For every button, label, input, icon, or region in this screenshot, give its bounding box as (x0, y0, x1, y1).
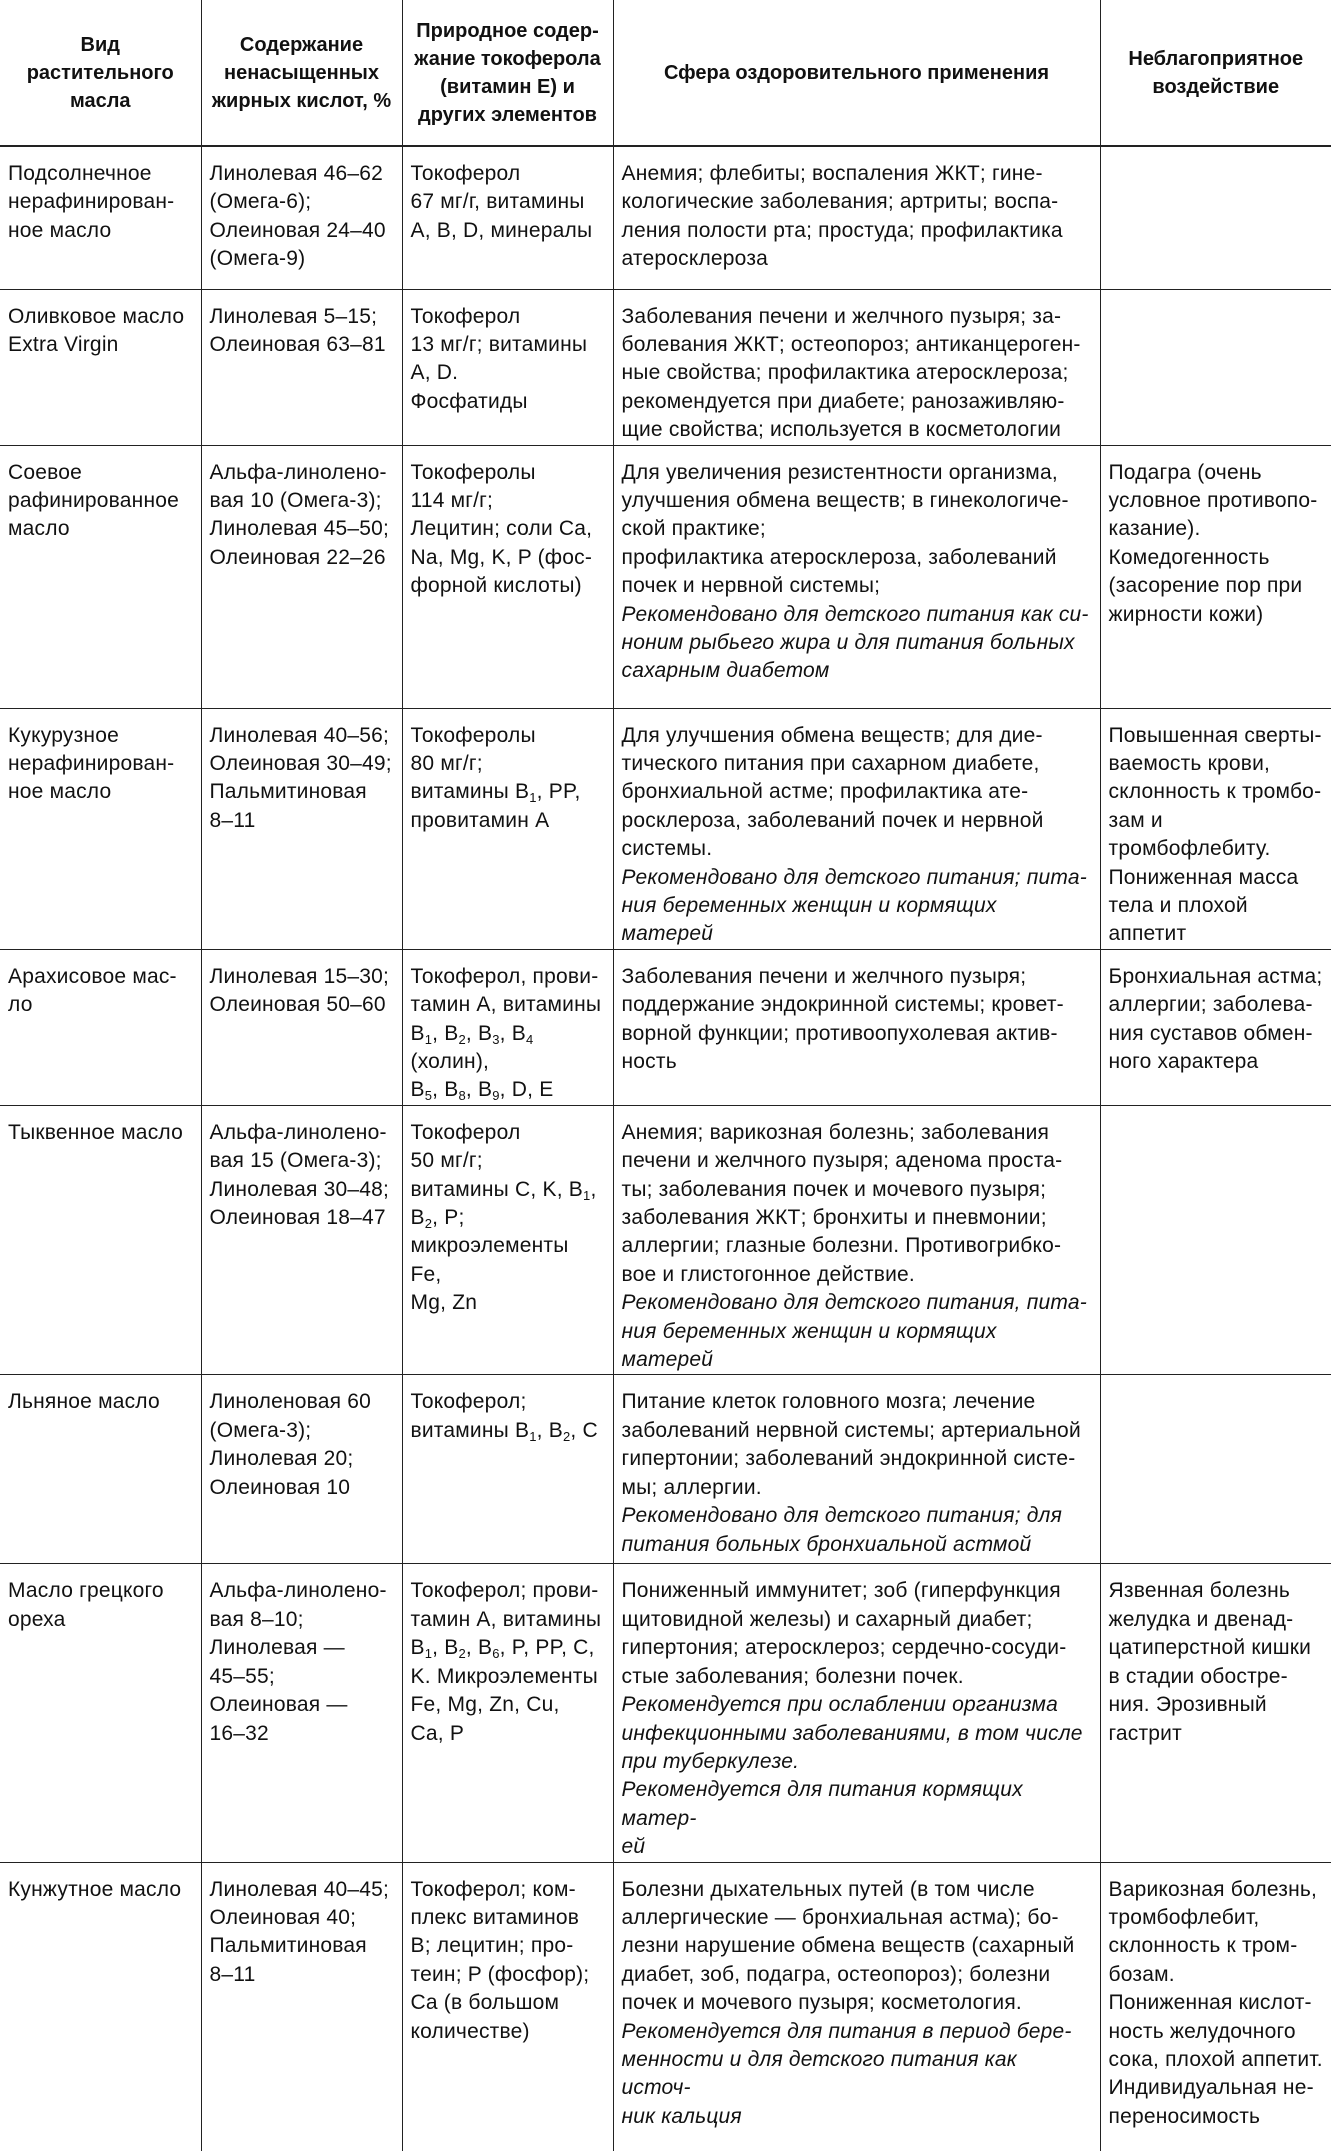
cell-oil-name (0, 708, 201, 949)
table-row (0, 1564, 1331, 1862)
cell-unsaturated-acids (201, 289, 402, 445)
adverse-effects-text: Повышенная сверты- ваемость крови, склонность к тромбо- зам и тромбофлебиту. Пониженная масса тела и плохой аппетит (1108, 723, 1322, 946)
oil-name-text: Оливковое масло Extra Virgin (8, 304, 185, 356)
header-application: Сфера оздоровительного применения (613, 0, 1100, 146)
recommendation-note: Рекомендовано для детского питания, пита- ния беременных женщин и кормящих матерей (621, 1291, 1087, 1372)
application-text: Анемия; флебиты; воспаления ЖКТ; гине- кологические заболевания; артриты; воспа- ления полости рта; простуда; профилактика атеросклероза (621, 162, 1063, 271)
tocopherol-content-text: Токоферол; прови- тамин А, витамины $B_1$, $B_2$, $B_6$, P, PP, C, K. Микроэлементы Fe, Mg, Zn, Cu, Ca, P (410, 1579, 602, 1745)
cell-oil-name (0, 1862, 201, 2151)
cell-adverse-effects (1100, 1564, 1331, 1862)
recommendation-note: Рекомендуется для питания в период бере- менности и для детского питания как источ- ник кальция (621, 2019, 1072, 2128)
cell-application (613, 1375, 1100, 1564)
cell-oil-name (0, 1375, 201, 1564)
adverse-effects-text: Язвенная болезнь желудка и двенад- цатиперстной кишки в стадии обостре- ния. Эрозивный гастрит (1108, 1579, 1312, 1745)
cell-application (613, 708, 1100, 949)
tocopherol-content-text: Токоферол 50 мг/г; витамины С, K, $B_1$, $B_2$, P; микроэлементы Fe, Mg, Zn (410, 1120, 597, 1315)
header-tocopherol: Природное содер- жание токоферола (витамин Е) и других элементов (402, 0, 613, 146)
application-text: Болезни дыхательных путей (в том числе аллергические — бронхиальная астма); бо- лезни нарушение обмена веществ (сахарный диабет, зоб, подагра, остеопороз); болезни почек и мочевого пузыря; косметология. (621, 1877, 1075, 2015)
cell-application (613, 146, 1100, 289)
cell-tocopherol-content (402, 1375, 613, 1564)
cell-adverse-effects (1100, 445, 1331, 708)
tocopherol-content-text: Токоферол; витамины $B_1$, $B_2$, C (410, 1390, 598, 1444)
oil-name-text: Арахисовое мас- ло (8, 964, 177, 1017)
oil-name-text: Льняное масло (8, 1390, 160, 1414)
cell-unsaturated-acids (201, 1105, 402, 1375)
tocopherol-content-text: Токоферолы 114 мг/г; Лецитин; соли Ca, Na, Mg, K, P (фос- форной кислоты) (410, 460, 593, 598)
table-row (0, 445, 1331, 708)
tocopherol-content-text: Токоферол 13 мг/г; витамины A, D. Фосфатиды (410, 304, 588, 413)
unsaturated-acids-text: Линолевая 15–30; Олеиновая 50–60 (209, 964, 389, 1017)
unsaturated-acids-text: Линолевая 40–45; Олеиновая 40; Пальмитиновая 8–11 (209, 1877, 389, 1986)
cell-tocopherol-content (402, 708, 613, 949)
cell-unsaturated-acids (201, 1564, 402, 1862)
application-text: Заболевания печени и желчного пузыря; за- болевания ЖКТ; остеопороз; антиканцероген- ные свойства; профилактика атеросклероза; рекомендуется при диабете; ранозаживляю- щие свойства; используется в косметологии (621, 304, 1081, 442)
table-row (0, 949, 1331, 1105)
tocopherol-content-text: Токоферол, прови- тамин А, витамины $B_1$, $B_2$, $B_3$, $B_4$ (холин), $B_5$, $B_8$, $B_9$, D, E (410, 964, 602, 1104)
adverse-effects-text: Бронхиальная астма; аллергии; заболева- ния суставов обмен- ного характера (1108, 964, 1323, 1073)
recommendation-note: Рекомендуется при ослаблении организма инфекционными заболеваниями, в том числе при туберкулезе. Рекомендуется для питания кормящих матер- ей (621, 1693, 1083, 1859)
cell-tocopherol-content (402, 289, 613, 445)
cell-adverse-effects (1100, 1105, 1331, 1375)
application-text: Анемия; варикозная болезнь; заболевания печени и желчного пузыря; аденома проста- ты; заболевания почек и мочевого пузыря; заболевания ЖКТ; бронхиты и пневмонии; аллергии; глазные болезни. Противогрибко- вое и глистогонное действие. (621, 1120, 1063, 1286)
unsaturated-acids-text: Линолевая 5–15; Олеиновая 63–81 (209, 304, 386, 356)
oil-name-text: Подсолнечное нерафинирован- ное масло (8, 162, 175, 242)
cell-adverse-effects (1100, 289, 1331, 445)
cell-oil-name (0, 1105, 201, 1375)
table-row (0, 1105, 1331, 1375)
cell-application (613, 1564, 1100, 1862)
cell-tocopherol-content (402, 1105, 613, 1375)
cell-oil-name (0, 445, 201, 708)
cell-oil-name (0, 949, 201, 1105)
application-text: Заболевания печени и желчного пузыря; поддержание эндокринной системы; кровет- ворной функции; противоопухолевая актив- ность (621, 964, 1064, 1073)
cell-tocopherol-content (402, 1564, 613, 1862)
unsaturated-acids-text: Альфа-линолено- вая 10 (Омега-3); Линолевая 45–50; Олеиновая 22–26 (209, 460, 389, 569)
cell-oil-name (0, 289, 201, 445)
cell-application (613, 949, 1100, 1105)
cell-oil-name (0, 1564, 201, 1862)
cell-application (613, 1862, 1100, 2151)
cell-tocopherol-content (402, 445, 613, 708)
cell-application (613, 1105, 1100, 1375)
cell-adverse-effects (1100, 146, 1331, 289)
application-text: Для улучшения обмена веществ; для дие- тического питания при сахарном диабете, бронхиальной астме; профилактика ате- росклероза, заболеваний почек и нервной системы. (621, 723, 1044, 861)
tocopherol-content-text: Токоферол; ком- плекс витаминов B; лецитин; про- теин; P (фосфор); Ca (в большом количестве) (410, 1877, 590, 2043)
recommendation-note: Рекомендовано для детского питания; пита- ния беременных женщин и кормящих матерей (621, 865, 1087, 946)
cell-tocopherol-content (402, 1862, 613, 2151)
header-oil-type: Вид растительного масла (0, 0, 201, 146)
cell-unsaturated-acids (201, 708, 402, 949)
oil-name-text: Кунжутное масло (8, 1877, 182, 1901)
table-row (0, 289, 1331, 445)
oil-name-text: Соевое рафинированное масло (8, 460, 180, 541)
adverse-effects-text: Подагра (очень условное противопо- казание). Комедогенность (засорение пор при жирности кожи) (1108, 460, 1318, 626)
table-row (0, 146, 1331, 289)
tocopherol-content-text: Токоферол 67 мг/г, витамины A, B, D, минералы (410, 162, 593, 242)
unsaturated-acids-text: Альфа-линолено- вая 8–10; Линолевая — 45–55; Олеиновая — 16–32 (209, 1579, 387, 1745)
recommendation-note: Рекомендовано для детского питания; для питания больных бронхиальной астмой (621, 1504, 1063, 1556)
cell-application (613, 289, 1100, 445)
application-text: Пониженный иммунитет; зоб (гиперфункция щитовидной железы) и сахарный диабет; гипертония; атеросклероз; сердечно-сосуди- стые заболевания; болезни почек. (621, 1579, 1067, 1688)
table-row (0, 1862, 1331, 2151)
cell-application (613, 445, 1100, 708)
application-text: Питание клеток головного мозга; лечение заболеваний нервной системы; артериальной гипертонии; заболеваний эндокринной систе- мы; аллергии. (621, 1390, 1081, 1499)
table-row (0, 708, 1331, 949)
cell-unsaturated-acids (201, 949, 402, 1105)
cell-adverse-effects (1100, 1375, 1331, 1564)
adverse-effects-text: Варикозная болезнь, тромбофлебит, склонность к тром- бозам. Пониженная кислот- ность желудочного сока, плохой аппетит. Индивидуальная не- переносимость (1108, 1877, 1323, 2128)
cell-adverse-effects (1100, 1862, 1331, 2151)
cell-unsaturated-acids (201, 1862, 402, 2151)
oil-name-text: Кукурузное нерафинирован- ное масло (8, 723, 175, 804)
table-row (0, 1375, 1331, 1564)
cell-unsaturated-acids (201, 1375, 402, 1564)
header-row (0, 0, 1331, 146)
cell-tocopherol-content (402, 146, 613, 289)
unsaturated-acids-text: Линолевая 40–56; Олеиновая 30–49; Пальмитиновая 8–11 (209, 723, 392, 832)
recommendation-note: Рекомендовано для детского питания как си- ноним рыбьего жира и для питания больных сахарным диабетом (621, 602, 1089, 683)
header-adverse-effects: Неблагоприятное воздействие (1100, 0, 1331, 146)
cell-oil-name (0, 146, 201, 289)
oil-name-text: Масло грецкого ореха (8, 1579, 164, 1631)
oil-name-text: Тыквенное масло (8, 1120, 183, 1144)
cell-unsaturated-acids (201, 445, 402, 708)
application-text: Для увеличения резистентности организма, улучшения обмена веществ; в гинекологиче- ской практике; профилактика атеросклероза, заболеваний почек и нервной системы; (621, 460, 1069, 598)
unsaturated-acids-text: Альфа-линолено- вая 15 (Омега-3); Линолевая 30–48; Олеиновая 18–47 (209, 1120, 389, 1230)
cell-adverse-effects (1100, 708, 1331, 949)
cell-adverse-effects (1100, 949, 1331, 1105)
tocopherol-content-text: Токоферолы 80 мг/г; витамины $B_1$, PP, провитамин А (410, 723, 581, 832)
cell-unsaturated-acids (201, 146, 402, 289)
unsaturated-acids-text: Линолевая 46–62 (Омега-6); Олеиновая 24–40 (Омега-9) (209, 162, 386, 271)
header-unsaturated-acids: Содержание ненасыщенных жирных кислот, % (201, 0, 402, 146)
unsaturated-acids-text: Линоленовая 60 (Омега-3); Линолевая 20; Олеиновая 10 (209, 1390, 371, 1499)
cell-tocopherol-content (402, 949, 613, 1105)
